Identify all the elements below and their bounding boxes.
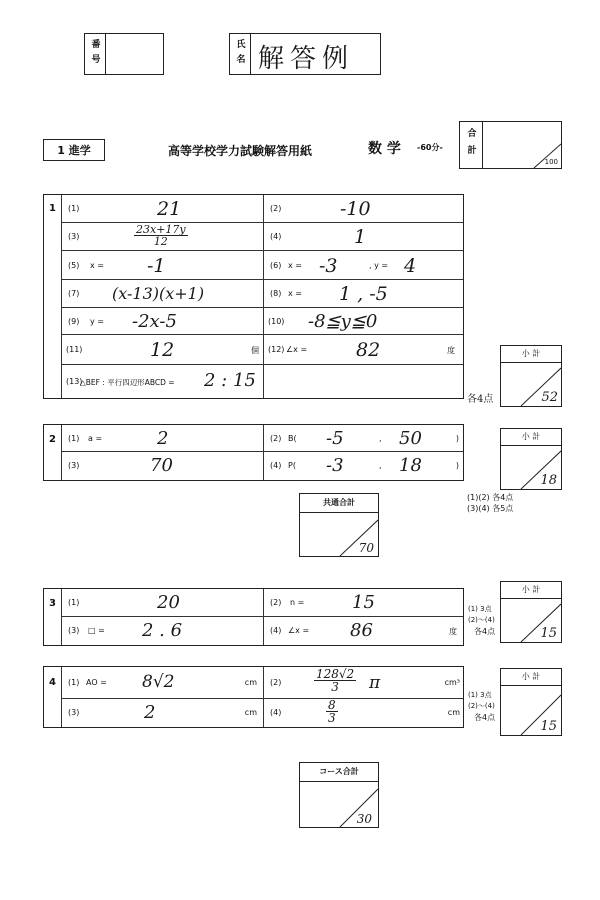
q1-cell-12 — [264, 335, 463, 365]
q1-answer-3-den: 12 — [153, 235, 168, 248]
q2-prefix-1: a = — [88, 434, 103, 443]
q1-cell-8 — [264, 280, 463, 308]
q3-subtotal-box — [500, 581, 562, 643]
q1-cell-4 — [264, 223, 463, 251]
q1-label-11: (11) — [66, 345, 83, 354]
q1-prefix-13: △BEF : 平行四辺形ABCD = — [80, 378, 175, 387]
q3-cell-1 — [62, 589, 264, 617]
name-box — [229, 33, 381, 75]
q2-label-1: (1) — [68, 434, 80, 443]
q1-cell-5 — [62, 251, 264, 280]
q1-prefix-6: x = — [288, 261, 302, 270]
q4-prefix-1: AO = — [86, 678, 107, 687]
q1-answer-13: 2 : 15 — [204, 370, 256, 391]
q2-subtotal-value: 18 — [540, 473, 557, 488]
q3-answer-4: 86 — [350, 620, 373, 641]
q1-cell-13 — [62, 365, 264, 398]
q3-points-note-2: (2)〜(4) — [468, 616, 495, 624]
q3-prefix-4: ∠x = — [288, 626, 310, 635]
course-label: 1 進学 — [57, 144, 91, 157]
total-label: 合計 — [460, 122, 483, 168]
q1-answer-6-x: -3 — [319, 255, 338, 277]
common-total-value: 70 — [358, 541, 374, 555]
q4-label-1: (1) — [68, 678, 80, 687]
q1-prefix-12: ∠x = — [286, 345, 308, 354]
time-limit: -60分- — [417, 143, 443, 152]
q1-prefix-5: x = — [90, 261, 104, 270]
q2-cell-4 — [264, 452, 463, 480]
q1-cell-9 — [62, 308, 264, 335]
q1-subtotal-value: 52 — [541, 390, 558, 405]
q3-points-note-1: (1) 3点 — [468, 605, 492, 613]
q1-answer-1: 21 — [157, 198, 182, 220]
q1-label-13: (13) — [66, 377, 83, 386]
q4-cell-3 — [62, 699, 264, 727]
q4-cell-2 — [264, 667, 463, 699]
q4-unit-4: cm — [447, 708, 460, 717]
course-total-value: 30 — [356, 812, 372, 826]
q1-label-3: (3) — [68, 232, 80, 241]
q1-cell-2 — [264, 195, 463, 223]
q4-answer-3: 2 — [144, 702, 156, 723]
q4-points-note-3: 各4点 — [474, 713, 496, 722]
q1-sep-6: , y = — [369, 261, 389, 270]
q1-label-7: (7) — [68, 289, 80, 298]
q2-comma-2: , — [379, 434, 382, 443]
q2-cell-2 — [264, 425, 463, 452]
q2-cell-3 — [62, 452, 264, 480]
q1-cell-7 — [62, 280, 264, 308]
q1-subtotal-label: 小 計 — [501, 346, 561, 363]
q2-label-3: (3) — [68, 461, 80, 470]
q1-answer-7: (x-13)(x+1) — [112, 284, 205, 303]
q4-subtotal-label: 小 計 — [501, 669, 561, 686]
subject-title: 数 学 — [368, 141, 401, 157]
q2-answer-4-y: 18 — [399, 455, 422, 476]
q2-answer-3: 70 — [150, 455, 173, 476]
q3-answer-2: 15 — [352, 592, 375, 613]
q1-unit-12: 度 — [447, 346, 455, 355]
q2-close-2: ) — [455, 434, 459, 443]
q3-prefix-2: n = — [290, 598, 305, 607]
q2-points-note-1: (1)(2) 各4点 — [467, 493, 514, 502]
q2-table — [43, 424, 464, 481]
q2-answer-1: 2 — [157, 428, 169, 449]
q2-answer-2-y: 50 — [399, 428, 422, 449]
q3-label-2: (2) — [270, 598, 282, 607]
q4-label-2: (2) — [270, 678, 282, 687]
q4-answer-2-pi: π — [369, 673, 381, 693]
q1-label-12: (12) — [268, 345, 285, 354]
q1-cell-6 — [264, 251, 463, 280]
q4-label-3: (3) — [68, 708, 80, 717]
q3-subtotal-value: 15 — [540, 626, 557, 641]
q4-answer-4 — [326, 699, 338, 724]
q2-cell-1 — [62, 425, 264, 452]
q1-label-5: (5) — [68, 261, 80, 270]
q1-label-2: (2) — [270, 204, 282, 213]
q1-unit-11: 個 — [251, 346, 259, 355]
q1-answer-4: 1 — [354, 226, 367, 248]
q4-answer-2-num: 128√2 — [316, 667, 355, 681]
q4-label-4: (4) — [270, 708, 282, 717]
q1-points-note: 各4点 — [467, 394, 494, 405]
q1-number: 1 — [44, 195, 62, 398]
q1-answer-3 — [134, 224, 188, 247]
q2-prefix-2: B( — [288, 434, 297, 443]
q4-cell-4 — [264, 699, 463, 727]
q4-table — [43, 666, 464, 728]
q3-cell-2 — [264, 589, 463, 617]
q4-answer-1: 8√2 — [142, 672, 175, 692]
course-total-box — [299, 762, 379, 828]
q4-answer-2-den: 3 — [331, 680, 339, 694]
q1-label-1: (1) — [68, 204, 80, 213]
q1-answer-11: 12 — [150, 339, 175, 361]
q4-subtotal-box — [500, 668, 562, 736]
q4-unit-3: cm — [244, 708, 257, 717]
q1-cell-3 — [62, 223, 264, 251]
q2-comma-4: , — [379, 461, 382, 470]
total-box — [459, 121, 562, 169]
course-total-label: コース合計 — [300, 763, 378, 782]
q1-label-8: (8) — [270, 289, 282, 298]
q1-answer-12: 82 — [356, 339, 381, 361]
q2-answer-4-x: -3 — [326, 455, 344, 476]
q4-unit-1: cm — [244, 678, 257, 687]
q4-answer-4-num: 8 — [328, 698, 336, 712]
q1-prefix-9: y = — [90, 317, 104, 326]
q4-unit-2: cm³ — [444, 678, 460, 687]
q2-subtotal-box — [500, 428, 562, 490]
common-total-label: 共通合計 — [300, 494, 378, 513]
q1-answer-9: -2x-5 — [132, 311, 177, 332]
q3-label-1: (1) — [68, 598, 80, 607]
q2-number: 2 — [44, 425, 62, 480]
q2-prefix-4: P( — [288, 461, 296, 470]
exam-title: 高等学校学力試験解答用紙 — [168, 144, 313, 158]
q1-cell-10 — [264, 308, 463, 335]
q4-number: 4 — [44, 667, 62, 727]
q1-prefix-8: x = — [288, 289, 302, 298]
q1-label-6: (6) — [270, 261, 282, 270]
q4-cell-1 — [62, 667, 264, 699]
q1-cell-11 — [62, 335, 264, 365]
q4-answer-4-den: 3 — [328, 711, 336, 725]
q1-answer-2: -10 — [340, 198, 371, 220]
q3-label-3: (3) — [68, 626, 80, 635]
q4-points-note-2: (2)〜(4) — [468, 702, 495, 710]
total-max: 100 — [544, 158, 558, 166]
number-label: 番号 — [85, 34, 106, 74]
q3-answer-1: 20 — [157, 592, 180, 613]
number-box — [84, 33, 164, 75]
q3-subtotal-label: 小 計 — [501, 582, 561, 599]
q2-close-4: ) — [455, 461, 459, 470]
q3-number: 3 — [44, 589, 62, 645]
q1-answer-3-num: 23x+17y — [136, 223, 186, 236]
q1-answer-6-y: 4 — [404, 255, 417, 277]
q3-points-note-3: 各4点 — [474, 627, 496, 636]
q3-table — [43, 588, 464, 646]
q1-cell-1 — [62, 195, 264, 223]
q2-answer-2-x: -5 — [326, 428, 344, 449]
course-badge — [43, 139, 105, 161]
q1-label-4: (4) — [270, 232, 282, 241]
q1-table — [43, 194, 464, 399]
q1-answer-5: -1 — [147, 255, 166, 277]
q1-label-9: (9) — [68, 317, 80, 326]
q3-prefix-3: □ = — [88, 626, 105, 635]
q4-points-note-1: (1) 3点 — [468, 691, 492, 699]
q3-cell-3 — [62, 617, 264, 645]
q2-label-2: (2) — [270, 434, 282, 443]
q3-label-4: (4) — [270, 626, 282, 635]
q3-answer-3: 2 . 6 — [142, 620, 183, 641]
q1-label-10: (10) — [268, 317, 285, 326]
name-label: 氏名 — [230, 34, 251, 74]
q3-unit-4: 度 — [449, 627, 457, 636]
q4-subtotal-value: 15 — [540, 719, 557, 734]
common-total-box — [299, 493, 379, 557]
name-value: 解答例 — [258, 44, 355, 74]
q1-subtotal-box — [500, 345, 562, 407]
q1-answer-10: -8≦y≦0 — [308, 311, 378, 332]
q3-cell-4 — [264, 617, 463, 645]
q4-answer-2 — [314, 668, 356, 693]
q2-points-note-2: (3)(4) 各5点 — [467, 504, 514, 513]
q1-answer-8: 1 , -5 — [339, 283, 388, 305]
q2-subtotal-label: 小 計 — [501, 429, 561, 446]
q2-label-4: (4) — [270, 461, 282, 470]
